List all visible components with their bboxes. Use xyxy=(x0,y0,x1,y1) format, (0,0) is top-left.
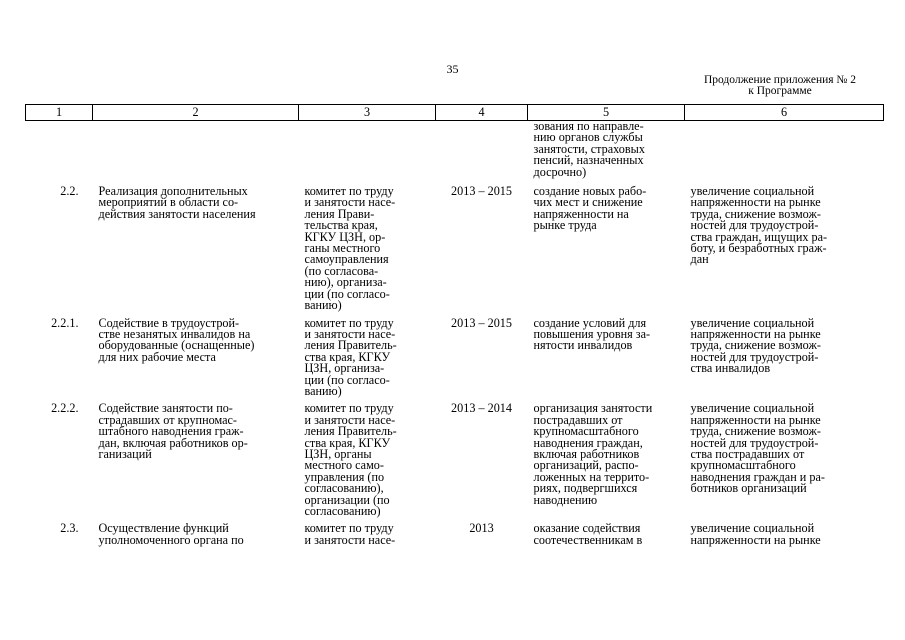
consequences-of-non-implementation-line: увеличение социальной xyxy=(690,401,815,416)
item-number: 2.2.2. xyxy=(51,401,79,416)
column-header-3: 3 xyxy=(299,105,436,121)
table-row xyxy=(26,121,884,187)
appendix-note-line1: Продолжение приложения № 2 xyxy=(703,74,857,86)
responsible-executor xyxy=(299,186,436,317)
expected-result-line: досрочно) xyxy=(533,164,587,179)
responsible-executor-line: ЦЗН, органы xyxy=(304,446,372,461)
responsible-executor-line: тельства края, xyxy=(304,218,378,233)
expected-result-line: риях, подвергшихся xyxy=(533,481,638,496)
measure-name-line: штабного наводнения граж- xyxy=(98,424,244,439)
consequences-of-non-implementation-line: труда, снижение возмож- xyxy=(690,338,821,353)
measure-name-line: для них рабочие места xyxy=(98,349,216,364)
expected-result-line: включая работников xyxy=(533,446,640,461)
item-number: 2.2. xyxy=(60,184,79,199)
consequences-of-non-implementation-line: дан xyxy=(690,252,709,267)
column-header-2: 2 xyxy=(93,105,299,121)
implementation-period xyxy=(436,121,528,187)
table-body xyxy=(26,121,884,547)
appendix-note xyxy=(680,75,880,97)
responsible-executor-line: организации (по xyxy=(304,492,390,507)
expected-result-line: занятости, страховых xyxy=(533,141,645,156)
appendix-note-line2: к Программе xyxy=(748,85,812,97)
implementation-period: 2013 – 2015 xyxy=(451,184,512,199)
consequences-of-non-implementation-line: напряженности на рынке xyxy=(690,412,821,427)
consequences-of-non-implementation-line: наводнения граждан и ра- xyxy=(690,469,825,484)
measure-name xyxy=(93,523,299,546)
responsible-executor-line: комитет по труду xyxy=(304,521,394,536)
expected-result xyxy=(528,315,685,404)
measure-name xyxy=(93,315,299,404)
consequences-of-non-implementation xyxy=(685,121,884,187)
expected-result-line: крупномасштабного xyxy=(533,424,639,439)
responsible-executor-line: ции (по согласо- xyxy=(304,286,390,301)
expected-result-line: повышения уровня за- xyxy=(533,326,651,341)
expected-result xyxy=(528,121,685,187)
responsible-executor-line: комитет по труду xyxy=(304,184,394,199)
consequences-of-non-implementation-line: увеличение социальной xyxy=(690,184,815,199)
column-header-5: 5 xyxy=(528,105,685,121)
responsible-executor-line: ции (по согласо- xyxy=(304,372,390,387)
responsible-executor-line: ЦЗН, организа- xyxy=(304,361,385,376)
consequences-of-non-implementation-line: ства граждан, ищущих ра- xyxy=(690,229,828,244)
expected-result-line: пострадавших от xyxy=(533,412,623,427)
consequences-of-non-implementation-line: труда, снижение возмож- xyxy=(690,424,821,439)
measure-name-line: дан, включая работников ор- xyxy=(98,435,248,450)
expected-result-line: зования по направле- xyxy=(533,119,644,133)
consequences-of-non-implementation-line: ностей для трудоустрой- xyxy=(690,435,819,450)
responsible-executor xyxy=(299,523,436,546)
implementation-period: 2013 – 2015 xyxy=(451,315,512,330)
responsible-executor-line: и занятости насе- xyxy=(304,412,396,427)
expected-result-line: соотечественникам в xyxy=(533,532,643,547)
column-header-4: 4 xyxy=(436,105,528,121)
implementation-period: 2013 xyxy=(469,521,494,536)
consequences-of-non-implementation-line: крупномасштабного xyxy=(690,458,796,473)
measure-name-line: действия занятости населения xyxy=(98,206,256,221)
expected-result-line: создание новых рабо- xyxy=(533,184,647,199)
responsible-executor-line: и занятости насе- xyxy=(304,195,396,210)
responsible-executor-line: (по согласова- xyxy=(304,263,379,278)
responsible-executor-line: ления Правитель- xyxy=(304,338,397,353)
expected-result-line: нию органов службы xyxy=(533,130,643,145)
responsible-executor-line: комитет по труду xyxy=(304,401,394,416)
consequences-of-non-implementation-line: ства пострадавших от xyxy=(690,446,805,461)
responsible-executor-line: самоуправления xyxy=(304,252,389,267)
item-number xyxy=(26,121,93,187)
consequences-of-non-implementation-line: напряженности на рынке xyxy=(690,326,821,341)
responsible-executor-line: местного само- xyxy=(304,458,384,473)
expected-result-line: наводнения граждан, xyxy=(533,435,643,450)
expected-result-line: нятости инвалидов xyxy=(533,338,633,353)
page-number: 35 xyxy=(446,62,459,76)
table-row xyxy=(26,186,884,317)
consequences-of-non-implementation-line: напряженности на рынке xyxy=(690,195,821,210)
consequences-of-non-implementation xyxy=(685,403,884,523)
implementation-period: 2013 – 2014 xyxy=(451,401,512,416)
table-row xyxy=(26,523,884,546)
consequences-of-non-implementation xyxy=(685,523,884,546)
responsible-executor-line: ства края, КГКУ xyxy=(304,435,391,450)
consequences-of-non-implementation-line: боту, и безработных граж- xyxy=(690,241,827,256)
responsible-executor-line: КГКУ ЦЗН, ор- xyxy=(304,229,386,244)
measure-name-line: мероприятий в области со- xyxy=(98,195,239,210)
consequences-of-non-implementation-line: ботников организаций xyxy=(690,481,807,496)
consequences-of-non-implementation-line: труда, снижение возмож- xyxy=(690,206,821,221)
expected-result-line: рынке труда xyxy=(533,218,597,233)
responsible-executor-line: ства края, КГКУ xyxy=(304,349,391,364)
measure-name-line: страдавших от крупномас- xyxy=(98,412,237,427)
responsible-executor-line: ванию) xyxy=(304,298,342,313)
column-header-6: 6 xyxy=(685,105,884,121)
responsible-executor xyxy=(299,121,436,187)
measure-name-line: Содействие в трудоустрой- xyxy=(98,315,240,330)
measure-name-line: Содействие занятости по- xyxy=(98,401,233,416)
measure-name xyxy=(93,121,299,187)
consequences-of-non-implementation-line: ства инвалидов xyxy=(690,361,771,376)
item-number: 2.3. xyxy=(60,521,79,536)
responsible-executor-line: согласованию) xyxy=(304,504,381,518)
measure-name-line: ганизаций xyxy=(98,446,152,461)
table-header-row xyxy=(26,105,884,121)
measure-name xyxy=(93,403,299,523)
measure-name-line: Осуществление функций xyxy=(98,521,229,536)
program-measures-table xyxy=(25,104,884,546)
expected-result-line: организаций, распо- xyxy=(533,458,639,473)
responsible-executor xyxy=(299,403,436,523)
consequences-of-non-implementation xyxy=(685,186,884,317)
consequences-of-non-implementation-line: ностей для трудоустрой- xyxy=(690,218,819,233)
measure-name-line: Реализация дополнительных xyxy=(98,184,248,199)
expected-result xyxy=(528,403,685,523)
table-row xyxy=(26,318,884,404)
responsible-executor-line: ванию) xyxy=(304,383,342,398)
expected-result-line: оказание содействия xyxy=(533,521,641,536)
responsible-executor-line: управления (по xyxy=(304,469,385,484)
responsible-executor-line: нию), организа- xyxy=(304,275,387,290)
expected-result xyxy=(528,186,685,317)
responsible-executor-line: ления Прави- xyxy=(304,206,375,221)
consequences-of-non-implementation xyxy=(685,315,884,404)
column-header-1: 1 xyxy=(26,105,93,121)
consequences-of-non-implementation-line: напряженности на рынке xyxy=(690,532,821,547)
expected-result-line: напряженности на xyxy=(533,206,629,221)
measure-name-line: стве незанятых инвалидов на xyxy=(98,326,251,341)
responsible-executor-line: комитет по труду xyxy=(304,315,394,330)
expected-result xyxy=(528,523,685,546)
responsible-executor-line: согласованию), xyxy=(304,481,384,496)
responsible-executor xyxy=(299,315,436,404)
expected-result-line: чих мест и снижение xyxy=(533,195,643,210)
responsible-executor-line: и занятости насе- xyxy=(304,326,396,341)
consequences-of-non-implementation-line: увеличение социальной xyxy=(690,521,815,536)
responsible-executor-line: ления Правитель- xyxy=(304,424,397,439)
expected-result-line: пенсий, назначенных xyxy=(533,153,644,168)
measure-name-line: оборудованные (оснащенные) xyxy=(98,338,255,353)
item-number: 2.2.1. xyxy=(51,315,79,330)
measure-name xyxy=(93,186,299,317)
table-row xyxy=(26,403,884,523)
responsible-executor-line: и занятости насе- xyxy=(304,532,396,547)
measure-name-line: уполномоченного органа по xyxy=(98,532,244,547)
expected-result-line: организация занятости xyxy=(533,401,653,416)
consequences-of-non-implementation-line: ностей для трудоустрой- xyxy=(690,349,819,364)
expected-result-line: наводнению xyxy=(533,492,598,507)
expected-result-line: ложенных на террито- xyxy=(533,469,650,484)
consequences-of-non-implementation-line: увеличение социальной xyxy=(690,315,815,330)
expected-result-line: создание условий для xyxy=(533,315,647,330)
responsible-executor-line: ганы местного xyxy=(304,241,381,256)
